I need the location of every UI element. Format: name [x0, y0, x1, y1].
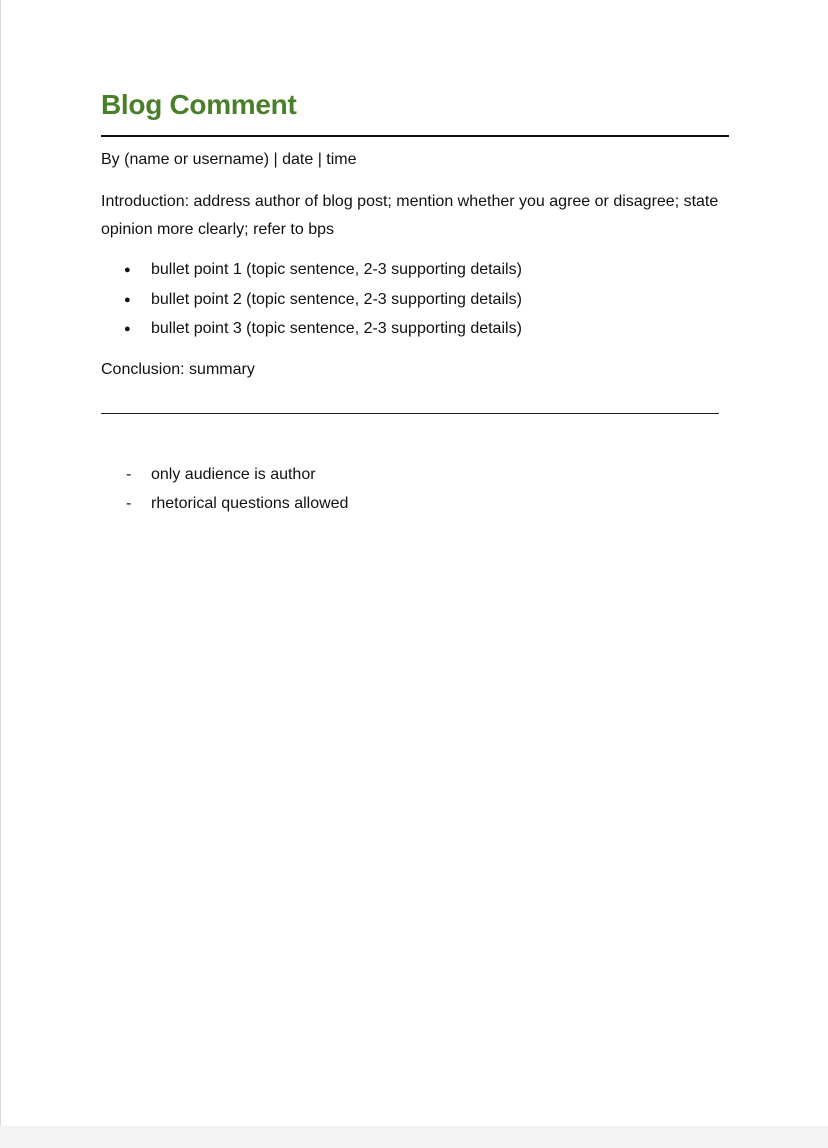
list-item: [101, 493, 348, 515]
document-title: Blog Comment: [101, 89, 297, 120]
bullet-text: bullet point 3 (topic sentence, 2-3 supporting details): [151, 320, 522, 337]
bullet-list: [101, 259, 522, 348]
note-text: rhetorical questions allowed: [151, 495, 349, 512]
byline: By (name or username) | date | time: [101, 151, 357, 168]
list-item: [101, 318, 522, 340]
introduction-paragraph: Introduction: address author of blog post; mention whether you agree or disagree; state opinion more clearly; refer to bps: [101, 193, 719, 238]
list-item: [101, 289, 522, 311]
section-divider: [101, 413, 719, 414]
bullet-text: bullet point 1 (topic sentence, 2-3 supporting details): [151, 261, 522, 278]
list-item: [101, 464, 348, 486]
note-text: only audience is author: [151, 466, 316, 483]
dash-icon: -: [126, 466, 132, 483]
bullet-icon: ●: [124, 293, 131, 306]
title-divider: [101, 135, 729, 137]
list-item: [101, 259, 522, 281]
dash-icon: -: [126, 495, 132, 512]
bullet-icon: ●: [124, 264, 131, 276]
notes-list: [101, 464, 348, 522]
bullet-icon: ●: [124, 323, 131, 335]
conclusion-text: Conclusion: summary: [101, 361, 255, 378]
bullet-text: bullet point 2 (topic sentence, 2-3 supporting details): [151, 290, 522, 308]
